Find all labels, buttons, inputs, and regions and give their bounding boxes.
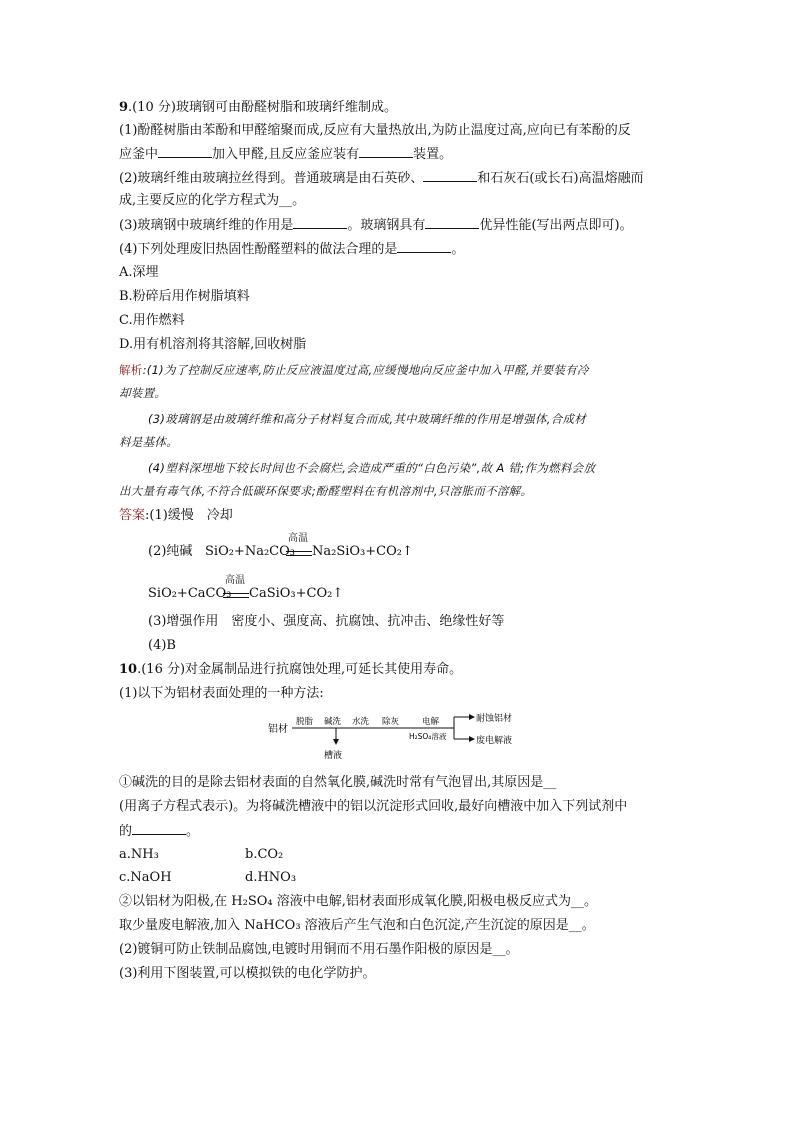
answer-blank[interactable] [397,240,451,253]
q9-part1-line2: 应釜中 加入甲醛,且反应釜应装有 装置。 [119,147,453,162]
flow-step-electrolysis: 电解 [422,717,440,727]
flow-output-corrosion-resistant: 耐蚀铝材 [476,714,513,724]
answer-label: 答案 [119,508,146,523]
q9-part2-line2: 成,主要反应的化学方程式为__。 [119,193,306,208]
q9-title: 9.(10 分)玻璃钢可由酚醛树脂和玻璃纤维制成。 [119,100,397,115]
answer-blank[interactable] [425,216,479,229]
q10-sub2-line2: 取少量废电解液,加入 NaHCO₃ 溶液后产生气泡和白色沉淀,产生沉淀的原因是__。 [119,918,595,933]
flow-step-alkali-wash: 碱洗 [324,717,342,727]
q9-option-b: B.粉碎后用作树脂填料 [119,289,250,304]
analysis-line5: (4)塑料深埋地下较长时间也不会腐烂,会造成严重的“白色污染”,故 A 错;作为燃料会放 [148,461,596,475]
flow-step-electrolyte: H₂SO₄溶液 [409,732,447,741]
q9-part1-line1: (1)酚醛树脂由苯酚和甲醛缩聚而成,反应有大量热放出,为防止温度过高,应向已有苯酚的反 [119,123,631,138]
analysis-line4: 料是基体。 [119,435,178,449]
q9-part2-line1: (2)玻璃纤维由玻璃拉丝得到。普通玻璃是由石英砂、 和石灰石(或长石)高温熔融而 [119,171,644,186]
flow-side-liquid: 槽液 [324,751,343,761]
q9-part4: (4)下列处理废旧热固性酚醛塑料的做法合理的是 。 [119,242,465,257]
equation-2-right: CaSiO₃+CO₂↑ [249,586,344,601]
equation-1-arrow [286,551,312,556]
equation-1-left: SiO₂+Na₂CO₃ [205,544,295,559]
q9-number: 9 [119,100,129,115]
q10-sub1-line2: (用离子方程式表示)。为将碱洗槽液中的铝以沉淀形式回收,最好向槽液中加入下列试剂中 [119,799,628,814]
q10-sub1-line1: ①碱洗的目的是除去铝材表面的自然氧化膜,碱洗时常有气泡冒出,其原因是__ [119,775,557,790]
answer-part2-label: (2)纯碱 [148,544,193,559]
equation-1-right: Na₂SiO₃+CO₂↑ [312,544,413,559]
analysis-line2: 却装置。 [119,386,167,400]
answer-line1: 答案:(1)缓慢 冷却 [119,508,233,523]
q10-option-c: c.NaOH [119,870,172,885]
flow-start-label: 铝材 [268,724,288,735]
q10-option-b: b.CO₂ [245,847,284,862]
q9-option-a: A.深埋 [119,265,159,280]
equation-2-condition: 高温 [225,575,245,586]
answer-part3: (3)增强作用 密度小、强度高、抗腐蚀、抗冲击、绝缘性好等 [148,614,505,629]
q9-part3: (3)玻璃钢中玻璃纤维的作用是 。玻璃钢具有 优异性能(写出两点即可)。 [119,218,633,233]
answer-blank[interactable] [359,145,413,158]
q10-part3: (3)利用下图装置,可以模拟铁的电化学防护。 [119,966,376,981]
equation-2-left: SiO₂+CaCO₃ [148,586,232,601]
answer-blank[interactable] [132,822,186,835]
answer-blank[interactable] [158,145,212,158]
flow-step-ash-removal: 除灰 [382,717,400,727]
equation-1-condition: 高温 [288,533,308,544]
answer-part4: (4)B [148,638,176,653]
q10-sub2-line1: ②以铝材为阳极,在 H₂SO₄ 溶液中电解,铝材表面形成氧化膜,阳极电极反应式为__。 [119,894,597,909]
analysis-line3: (3)玻璃钢是由玻璃纤维和高分子材料复合而成,其中玻璃纤维的作用是增强体,合成材 [148,412,587,426]
analysis-line1: 解析:(1)为了控制反应速率,防止反应液温度过高,应缓慢地向反应釜中加入甲醛,并要装有冷 [119,363,589,377]
answer-blank[interactable] [293,216,347,229]
q9-option-d: D.用有机溶剂将其溶解,回收树脂 [119,337,307,352]
analysis-label: 解析 [119,363,143,377]
q10-sub1-line3: 的 。 [119,824,200,839]
q10-title: 10.(16 分)对金属制品进行抗腐蚀处理,可延长其使用寿命。 [119,662,463,677]
flow-output-waste-electrolyte: 废电解液 [476,736,513,746]
q10-option-d: d.HNO₃ [245,870,297,885]
flow-step-degrease: 脱脂 [296,717,314,727]
q10-option-a: a.NH₃ [119,847,159,862]
equation-2-arrow [223,593,249,598]
q9-option-c: C.用作燃料 [119,313,185,328]
answer-blank[interactable] [423,169,477,182]
flow-step-water-wash: 水洗 [352,717,370,727]
analysis-line6: 出大量有毒气体,不符合低碳环保要求;酚醛塑料在有机溶剂中,只溶胀而不溶解。 [119,484,533,498]
q10-number: 10 [119,662,138,677]
q10-part2: (2)镀铜可防止铁制品腐蚀,电镀时用铜而不用石墨作阳极的原因是__。 [119,942,519,957]
flow-diagram [262,706,532,764]
q10-part1-intro: (1)以下为铝材表面处理的一种方法: [119,686,324,701]
